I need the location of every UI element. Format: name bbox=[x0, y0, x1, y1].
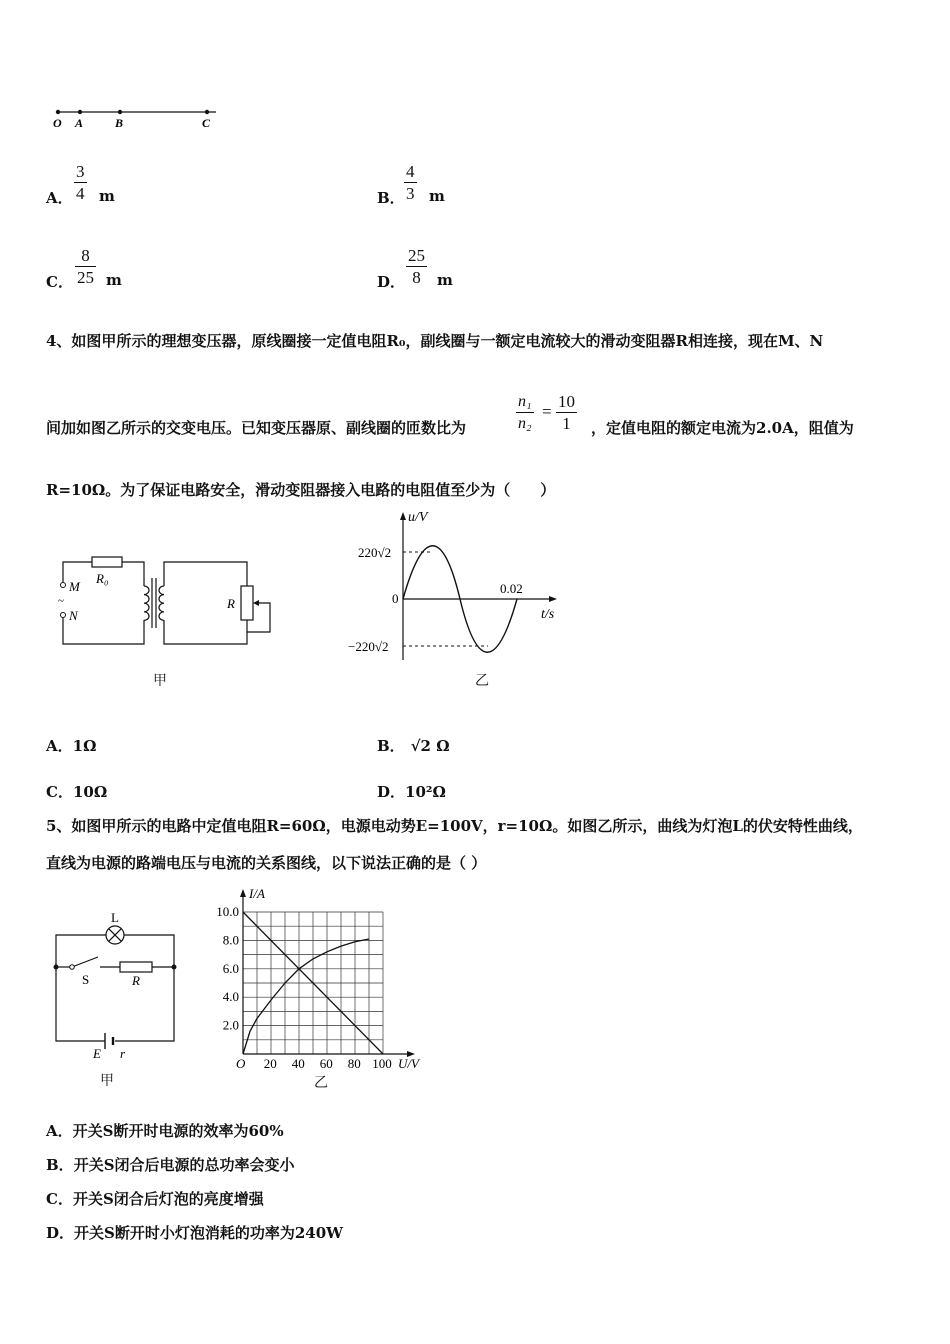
x-tick-label: O bbox=[236, 1056, 246, 1071]
q5-option-b[interactable] bbox=[46, 1154, 295, 1175]
q4-stem-line3: R=10Ω。为了保证电路安全，滑动变阻器接入电路的电阻值至少为（ ） bbox=[46, 481, 556, 499]
turns-ratio-formula bbox=[516, 392, 596, 442]
option-text: 开关S闭合后电源的总功率会变小 bbox=[73, 1156, 295, 1174]
unit: m bbox=[429, 187, 445, 205]
q5-option-d[interactable] bbox=[46, 1222, 343, 1243]
label-emf: E bbox=[93, 1046, 101, 1061]
unit: m bbox=[437, 271, 453, 289]
denominator: 8 bbox=[412, 268, 421, 287]
q5-stem-line2: 直线为电源的路端电压与电流的关系图线，以下说法正确的是（ ） bbox=[46, 854, 487, 872]
label-r0: R₀ bbox=[96, 571, 109, 586]
option-text: 10Ω bbox=[72, 783, 108, 801]
option-letter: C． bbox=[46, 1190, 73, 1208]
u-max-label: 220√2 bbox=[358, 545, 392, 560]
label-resistor: R bbox=[132, 973, 140, 988]
label-m: M bbox=[69, 579, 80, 594]
secondary-wire bbox=[164, 562, 247, 586]
bottom-wire bbox=[56, 967, 105, 1041]
option-text: 开关S断开时小灯泡消耗的功率为240W bbox=[74, 1224, 344, 1242]
x-tick-label: 20 bbox=[263, 1056, 277, 1071]
y-axis-label: I/A bbox=[249, 886, 265, 901]
numerator: 25 bbox=[408, 246, 425, 265]
x-axis-label: U/V bbox=[398, 1056, 419, 1071]
denominator: 4 bbox=[76, 184, 85, 203]
q4-option-b[interactable] bbox=[377, 735, 450, 756]
label-o: O bbox=[53, 116, 62, 130]
denominator: 3 bbox=[406, 184, 415, 203]
y-tick-label: 4.0 bbox=[222, 989, 239, 1005]
label-c: C bbox=[202, 116, 211, 130]
ratio-equals: = bbox=[542, 402, 552, 421]
primary-coil bbox=[144, 586, 149, 620]
option-letter: A． bbox=[46, 737, 73, 755]
x-tick-label: 100 bbox=[372, 1056, 392, 1071]
label-r: R bbox=[227, 596, 235, 611]
ratio-num: 10 bbox=[558, 392, 575, 411]
numerator: 3 bbox=[76, 162, 85, 181]
terminal-n bbox=[61, 613, 66, 618]
x-tick-label: 60 bbox=[319, 1056, 333, 1071]
option-letter: B． bbox=[46, 1156, 74, 1174]
option-letter: C． bbox=[46, 273, 73, 291]
numerator: 8 bbox=[81, 246, 90, 265]
lamp-circuit-figure bbox=[50, 905, 185, 1065]
option-letter: A． bbox=[46, 189, 73, 207]
option-letter: D． bbox=[377, 783, 406, 801]
ac-symbol: ~ bbox=[58, 595, 64, 607]
option-text: 1Ω bbox=[72, 737, 97, 755]
y-tick-label: 10.0 bbox=[216, 904, 239, 919]
option-letter: D． bbox=[377, 273, 406, 291]
label-internal: r bbox=[120, 1046, 126, 1061]
fraction bbox=[406, 246, 427, 289]
y-tick-label: 6.0 bbox=[222, 960, 239, 976]
label-a: A bbox=[75, 116, 84, 130]
x-tick-label: 80 bbox=[347, 1056, 361, 1071]
x-tick-label: 40 bbox=[291, 1056, 305, 1071]
i-axis-arrow bbox=[240, 889, 246, 897]
fig-jia-caption-q5: 甲 bbox=[100, 1073, 114, 1089]
numerator: 4 bbox=[406, 162, 415, 181]
u-axis-label: u/V bbox=[408, 510, 428, 525]
option-text: 开关S闭合后灯泡的亮度增强 bbox=[72, 1190, 264, 1208]
rheostat-r bbox=[241, 586, 253, 620]
lamp-curve bbox=[243, 939, 369, 1054]
fraction bbox=[75, 246, 96, 289]
q5-option-a[interactable] bbox=[46, 1120, 284, 1141]
q5-option-c[interactable] bbox=[46, 1188, 264, 1209]
terminal-m bbox=[61, 583, 66, 588]
option-letter: A． bbox=[46, 1122, 73, 1140]
ratio-den: 1 bbox=[562, 414, 571, 433]
unit: m bbox=[106, 271, 122, 289]
switch-s bbox=[72, 957, 98, 967]
ratio-rhs bbox=[556, 392, 577, 435]
period-label: 0.02 bbox=[500, 581, 523, 596]
ratio-n2: n₂ bbox=[518, 415, 532, 432]
origin-label: 0 bbox=[392, 591, 399, 606]
fraction bbox=[74, 162, 87, 205]
point-o bbox=[56, 110, 60, 114]
iu-characteristic-chart bbox=[210, 882, 440, 1072]
point-a bbox=[78, 110, 82, 114]
unit: m bbox=[99, 187, 115, 205]
option-letter: D． bbox=[46, 1224, 75, 1242]
q4-option-c[interactable] bbox=[46, 781, 107, 802]
fig-jia-caption-q4: 甲 bbox=[153, 673, 167, 689]
option-text: √2 Ω bbox=[410, 737, 450, 755]
resistor-r bbox=[120, 962, 152, 972]
u-min-label: −220√2 bbox=[348, 639, 389, 654]
resistor-r0 bbox=[92, 557, 122, 567]
number-line-figure bbox=[48, 104, 228, 134]
point-c bbox=[205, 110, 209, 114]
fig-yi-caption-q5: 乙 bbox=[314, 1075, 328, 1091]
option-text: 开关S断开时电源的效率为60% bbox=[72, 1122, 284, 1140]
label-b: B bbox=[115, 116, 124, 130]
label-lamp: L bbox=[111, 910, 119, 925]
option-letter: B． bbox=[377, 737, 405, 755]
q4-stem-line2b: ，定值电阻的额定电流为2.0A，阻值为 bbox=[591, 419, 854, 437]
secondary-coil bbox=[159, 586, 164, 620]
t-axis-label: t/s bbox=[541, 607, 555, 622]
rheostat-slider bbox=[247, 603, 270, 632]
ratio-lhs bbox=[516, 392, 534, 435]
point-b bbox=[118, 110, 122, 114]
ratio-n1: n₁ bbox=[518, 393, 532, 410]
label-n: N bbox=[69, 608, 78, 623]
y-tick-label: 2.0 bbox=[222, 1017, 239, 1033]
option-letter: B． bbox=[377, 189, 405, 207]
option-letter: C． bbox=[46, 783, 73, 801]
q4-option-a[interactable] bbox=[46, 735, 96, 756]
y-tick-label: 8.0 bbox=[222, 932, 239, 948]
q5-stem-line1: 5、如图甲所示的电路中定值电阻R=60Ω，电源电动势E=100V，r=10Ω。如图乙所示，曲线为灯泡L的伏安特性曲线， bbox=[46, 817, 863, 835]
q4-stem-line1: 4、如图甲所示的理想变压器，原线圈接一定值电阻R₀，副线圈与一额定电流较大的滑动变阻器R相连接，现在M、N bbox=[46, 332, 824, 350]
denominator: 25 bbox=[77, 268, 94, 287]
q4-option-d[interactable] bbox=[377, 781, 446, 802]
fraction bbox=[404, 162, 417, 205]
fig-yi-caption-q4: 乙 bbox=[475, 673, 489, 689]
ac-voltage-graph bbox=[340, 505, 580, 665]
label-switch: S bbox=[82, 972, 90, 987]
transformer-circuit-figure bbox=[52, 548, 282, 698]
top-wire bbox=[56, 935, 106, 967]
q4-stem-line2a: 间加如图乙所示的交变电压。已知变压器原、副线圈的匝数比为 bbox=[46, 419, 467, 437]
option-text: 10²Ω bbox=[405, 783, 446, 801]
